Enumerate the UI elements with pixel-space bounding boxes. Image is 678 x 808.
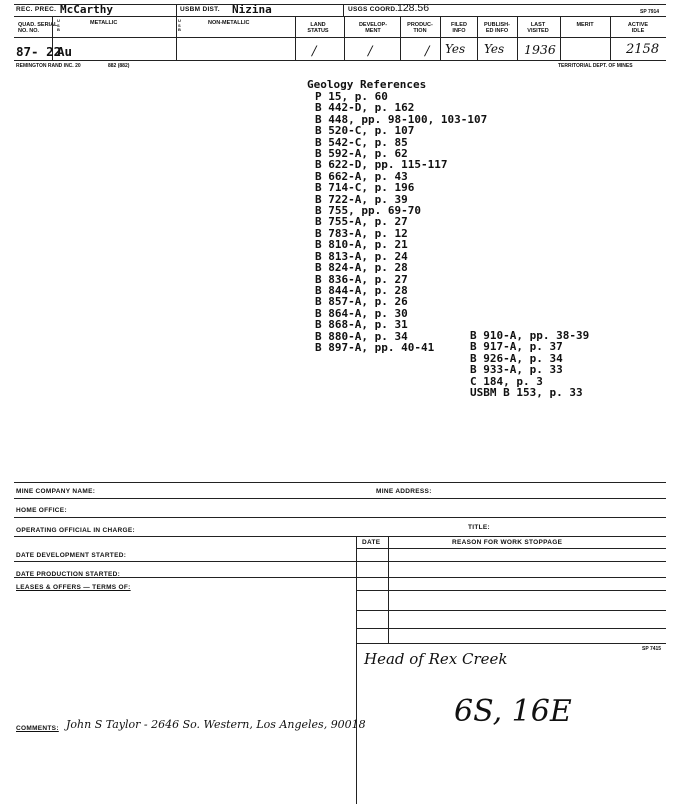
- geology-reference: B 897-A, pp. 40-41: [315, 340, 435, 354]
- geology-reference: B 714-C, p. 196: [315, 181, 415, 195]
- date-prod-label: DATE PRODUCTION STARTED:: [16, 571, 121, 578]
- divider: [295, 16, 296, 60]
- rule: [14, 498, 666, 499]
- rule: [356, 548, 666, 549]
- divider: [560, 16, 561, 60]
- geology-reference: B 810-A, p. 21: [315, 238, 408, 252]
- divider: [176, 4, 177, 16]
- rule: [356, 610, 666, 611]
- stoppage-date-divider: [388, 536, 389, 643]
- quad-serial-value: 87- 22: [16, 44, 62, 59]
- last-visited-value: 1936: [524, 42, 556, 57]
- territorial-dept: TERRITORIAL DEPT. OF MINES: [558, 63, 633, 69]
- usbm-dist-label: USBM DIST.: [180, 6, 220, 13]
- stoppage-left-border: [356, 536, 357, 804]
- col-merit: MERIT: [576, 22, 594, 28]
- geology-reference: B 880-A, p. 34: [315, 329, 408, 343]
- rec-prec-value: McCarthy: [60, 3, 113, 16]
- col-filed-info: FILED INFO: [451, 22, 467, 34]
- geology-reference: B 662-A, p. 43: [315, 169, 408, 183]
- rule: [356, 590, 666, 591]
- col-last-visited: LAST VISITED: [527, 22, 549, 34]
- rule: [14, 561, 666, 562]
- divider: [343, 4, 344, 16]
- geology-reference: B 755-A, p. 27: [315, 215, 408, 229]
- active-idle-value: 2158: [626, 42, 660, 57]
- col-usbm-nonmetallic: U S B: [178, 18, 181, 32]
- col-usbm-metallic: U S B: [57, 18, 60, 32]
- col-metallic: METALLIC: [90, 20, 118, 26]
- home-office-label: HOME OFFICE:: [16, 507, 67, 514]
- geology-reference: C 184, p. 3: [470, 374, 543, 388]
- land-status-value: /: [312, 44, 317, 59]
- geology-reference: B 868-A, p. 31: [315, 318, 408, 332]
- handwritten-location: Head of Rex Creek: [364, 650, 508, 668]
- geology-reference: B 442-D, p. 162: [315, 101, 415, 115]
- production-value: /: [425, 44, 430, 59]
- geology-reference: B 592-A, p. 62: [315, 147, 408, 161]
- geology-reference: B 813-A, p. 24: [315, 249, 408, 263]
- comments-label: COMMENTS:: [16, 725, 59, 732]
- geology-reference: P 15, p. 60: [315, 90, 388, 103]
- rec-prec-label: REC. PREC.: [16, 6, 57, 13]
- divider: [400, 16, 401, 60]
- col-non-metallic: NON-METALLIC: [208, 20, 250, 26]
- col-quad-serial: QUAD. SERIAL NO. NO.: [18, 22, 58, 34]
- operating-official-label: OPERATING OFFICIAL IN CHARGE:: [16, 527, 135, 534]
- printer-codes: 882 (882): [108, 63, 130, 69]
- geology-reference: B 857-A, p. 26: [315, 295, 408, 309]
- geology-reference: B 933-A, p. 33: [470, 363, 563, 377]
- header-rule: [14, 16, 666, 17]
- geology-reference: B 622-D, pp. 115-117: [315, 158, 448, 172]
- usgs-coord-label: USGS COORD.: [348, 6, 398, 13]
- geology-reference: USBM B 153, p. 33: [470, 386, 583, 400]
- rule: [14, 577, 666, 578]
- col-land-status: LAND STATUS: [307, 22, 329, 34]
- col-active-idle: ACTIVE IDLE: [627, 22, 649, 34]
- mine-address-label: MINE ADDRESS:: [376, 488, 432, 495]
- geology-reference: B 824-A, p. 28: [315, 261, 408, 275]
- divider: [517, 16, 518, 60]
- col-development: DEVELOP- MENT: [358, 22, 388, 34]
- row-rule: [14, 37, 666, 38]
- date-dev-label: DATE DEVELOPMENT STARTED:: [16, 552, 127, 559]
- published-info-value: Yes: [484, 42, 505, 56]
- date-col-label: DATE: [362, 539, 381, 546]
- form-code: SP 7914: [640, 9, 660, 15]
- geology-reference: B 542-C, p. 85: [315, 135, 408, 149]
- geology-reference: B 520-C, p. 107: [315, 124, 415, 138]
- usgs-coord-value: 128.56: [397, 2, 430, 14]
- geology-reference: B 910-A, pp. 38-39: [470, 329, 590, 342]
- leases-label: LEASES & OFFERS — TERMS OF:: [16, 584, 131, 591]
- geology-title: Geology References: [307, 78, 427, 91]
- geology-reference: B 844-A, p. 28: [315, 283, 408, 297]
- divider: [477, 16, 478, 60]
- geology-reference: B 783-A, p. 12: [315, 226, 408, 240]
- geology-left-list: [315, 91, 487, 353]
- geology-reference: B 864-A, p. 30: [315, 306, 408, 320]
- divider: [344, 16, 345, 60]
- rule: [14, 517, 666, 518]
- printer-mark: REMINGTON RAND INC. 20: [16, 63, 81, 69]
- metallic-value: Au: [57, 44, 73, 59]
- geology-reference: B 917-A, p. 37: [470, 340, 563, 354]
- filed-info-value: Yes: [445, 42, 466, 56]
- rule: [356, 643, 666, 644]
- reason-col-label: REASON FOR WORK STOPPAGE: [452, 539, 563, 546]
- lower-top-rule: [14, 482, 666, 483]
- form-code-bottom: SP 7415: [642, 646, 662, 652]
- township-range: 6S, 16E: [454, 694, 572, 729]
- col-published-info: PUBLISH- ED INFO: [484, 22, 510, 34]
- title-label: TITLE:: [468, 524, 491, 531]
- geology-reference: B 836-A, p. 27: [315, 272, 408, 286]
- geology-reference: B 926-A, p. 34: [470, 351, 563, 365]
- divider: [610, 16, 611, 60]
- divider: [176, 16, 177, 60]
- comments-value: John S Taylor - 2646 So. Western, Los Angeles, 90018: [66, 718, 366, 731]
- geology-reference: B 448, pp. 98-100, 103-107: [315, 112, 488, 126]
- geology-reference: B 722-A, p. 39: [315, 192, 408, 206]
- divider: [440, 16, 441, 60]
- rule: [14, 536, 666, 537]
- col-production: PRODUC- TION: [407, 22, 433, 34]
- rule: [356, 628, 666, 629]
- row-bottom-rule: [14, 60, 666, 61]
- usbm-dist-value: Nizina: [232, 3, 272, 16]
- mine-company-label: MINE COMPANY NAME:: [16, 488, 96, 495]
- geology-right-list: [470, 330, 589, 398]
- development-value: /: [368, 44, 373, 59]
- geology-reference: B 755, pp. 69-70: [315, 204, 421, 218]
